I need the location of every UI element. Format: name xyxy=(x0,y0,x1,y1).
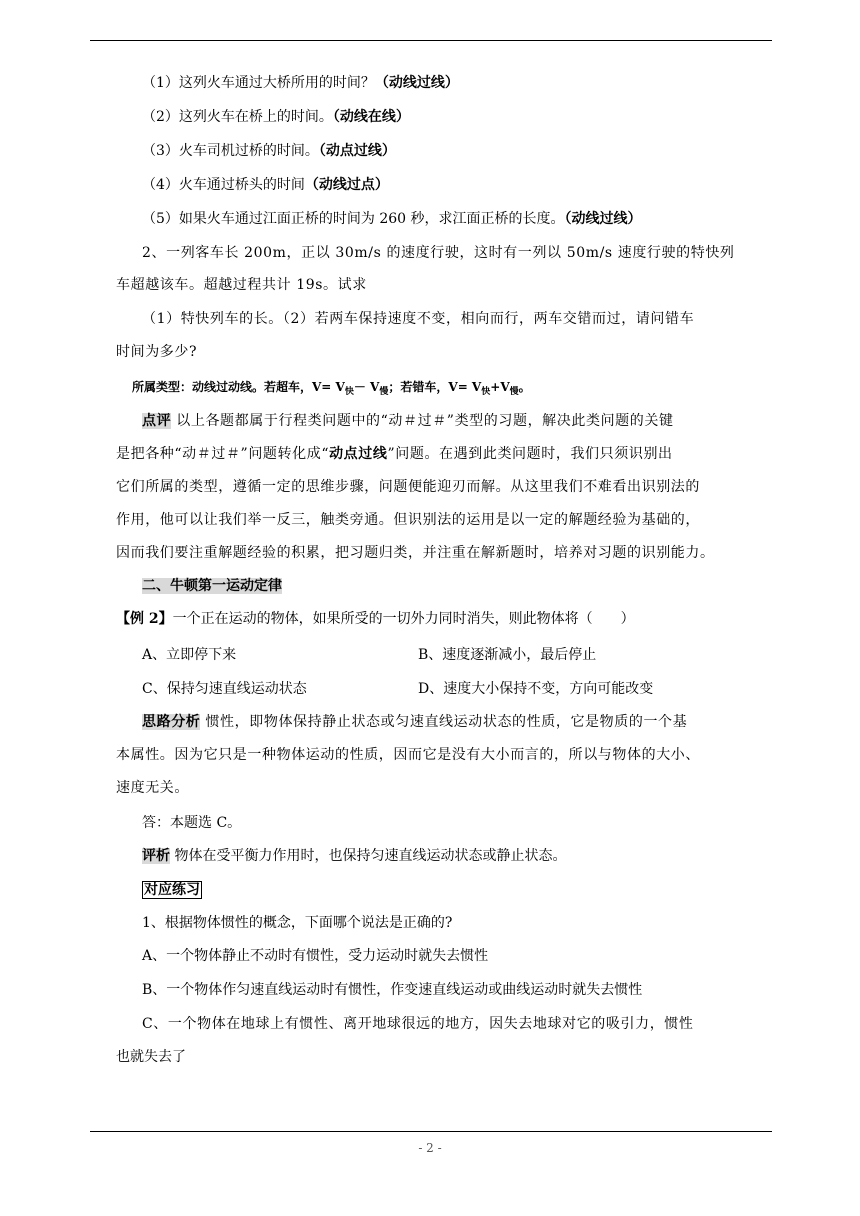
example-2-stem: 【例 2】一个正在运动的物体，如果所受的一切外力同时消失，则此物体将（ ） xyxy=(116,611,635,627)
question-1-5-tag: （动线过线） xyxy=(564,211,642,227)
question-1-3: （3）火车司机过桥的时间。（动点过线） xyxy=(142,143,396,159)
page-number: - 2 - xyxy=(418,1141,442,1155)
question-1-3-tag: （动点过线） xyxy=(318,143,396,159)
question-1-2-tag: （动线在线） xyxy=(332,109,410,125)
question-1-4-tag: （动线过点） xyxy=(304,177,389,193)
problem-2-line-2: 车超越该车。超越过程共计 19s。试求 xyxy=(116,277,367,293)
question-1-2: （2）这列火车在桥上的时间。（动线在线） xyxy=(142,109,410,125)
comment-line-1: 点评 以上各题都属于行程类问题中的“动＃过＃”类型的习题，解决此类问题的关键 xyxy=(142,413,674,429)
answer-line: 答：本题选 C。 xyxy=(142,815,242,831)
comment-label: 点评 xyxy=(142,413,172,429)
analysis-line-2: 本属性。因为它只是一种物体运动的性质，因而它是没有大小而言的，所以与物体的大小、 xyxy=(116,747,700,763)
problem-2-line-1: 2、一列客车长 200m，正以 30m/s 的速度行驶，这时有一列以 50m/s 速度行驶的特快列 xyxy=(142,245,735,261)
practice-1-option-b: B、一个物体作匀速直线运动时有惯性，作变速直线运动或曲线运动时就失去惯性 xyxy=(142,982,643,998)
example-2-option-b: B、速度逐渐减小，最后停止 xyxy=(418,647,597,663)
example-2-option-a: A、立即停下来 xyxy=(142,647,237,663)
problem-2-question-line-2: 时间为多少? xyxy=(116,344,198,360)
comment-line-2: 是把各种“动＃过＃”问题转化成“动点过线”问题。在遇到此类问题时，我们只须识别出 xyxy=(116,446,673,462)
practice-1-question: 1、根据物体惯性的概念，下面哪个说法是正确的? xyxy=(142,915,453,931)
question-1-1: （1）这列火车通过大桥所用的时间？（动线过线） xyxy=(142,75,459,91)
practice-heading: 对应练习 xyxy=(144,882,200,898)
review-line: 评析 物体在受平衡力作用时，也保持匀速直线运动状态或静止状态。 xyxy=(142,848,567,864)
problem-2-question-line-1: （1）特快列车的长。（2）若两车保持速度不变，相向而行，两车交错而过，请问错车 xyxy=(142,311,695,327)
analysis-line-3: 速度无关。 xyxy=(116,780,189,796)
question-1-5: （5）如果火车通过江面正桥的时间为 260 秒，求江面正桥的长度。（动线过线） xyxy=(142,211,642,227)
header-rule xyxy=(90,40,772,41)
example-2-option-c: C、保持匀速直线运动状态 xyxy=(142,681,307,697)
comment-line-4: 作用，他可以让我们举一反三，触类旁通。但识别法的运用是以一定的解题经验为基础的， xyxy=(116,512,700,528)
comment-line-3: 它们所属的类型，遵循一定的思维步骤，问题便能迎刃而解。从这里我们不难看出识别法的 xyxy=(116,479,700,495)
analysis-label: 思路分析 xyxy=(142,714,201,730)
footer-rule xyxy=(90,1131,772,1132)
comment-line-5: 因而我们要注重解题经验的积累，把习题归类，并注重在解新题时，培养对习题的识别能力。 xyxy=(116,545,715,561)
example-2-option-d: D、速度大小保持不变，方向可能改变 xyxy=(418,681,654,697)
analysis-line-1: 思路分析 惯性，即物体保持静止状态或匀速直线运动状态的性质，它是物质的一个基 xyxy=(142,714,688,730)
practice-1-option-c-line-1: C、一个物体在地球上有惯性、离开地球很远的地方，因失去地球对它的吸引力，惯性 xyxy=(142,1016,694,1032)
question-1-1-tag: （动线过线） xyxy=(374,75,459,91)
practice-1-option-a: A、一个物体静止不动时有惯性，受力运动时就失去惯性 xyxy=(142,948,489,964)
review-label: 评析 xyxy=(142,848,170,864)
question-1-4: （4）火车通过桥头的时间（动线过点） xyxy=(142,177,389,193)
type-note: 所属类型：动线过动线。若超车，$V= V_快- V_慢$；若错车，$V= V_快+V_慢$。 xyxy=(132,380,531,397)
example-2-label: 【例 2】 xyxy=(116,611,173,627)
section-2-heading: 二、牛顿第一运动定律 xyxy=(142,578,282,594)
practice-1-option-c-line-2: 也就失去了 xyxy=(116,1049,186,1065)
